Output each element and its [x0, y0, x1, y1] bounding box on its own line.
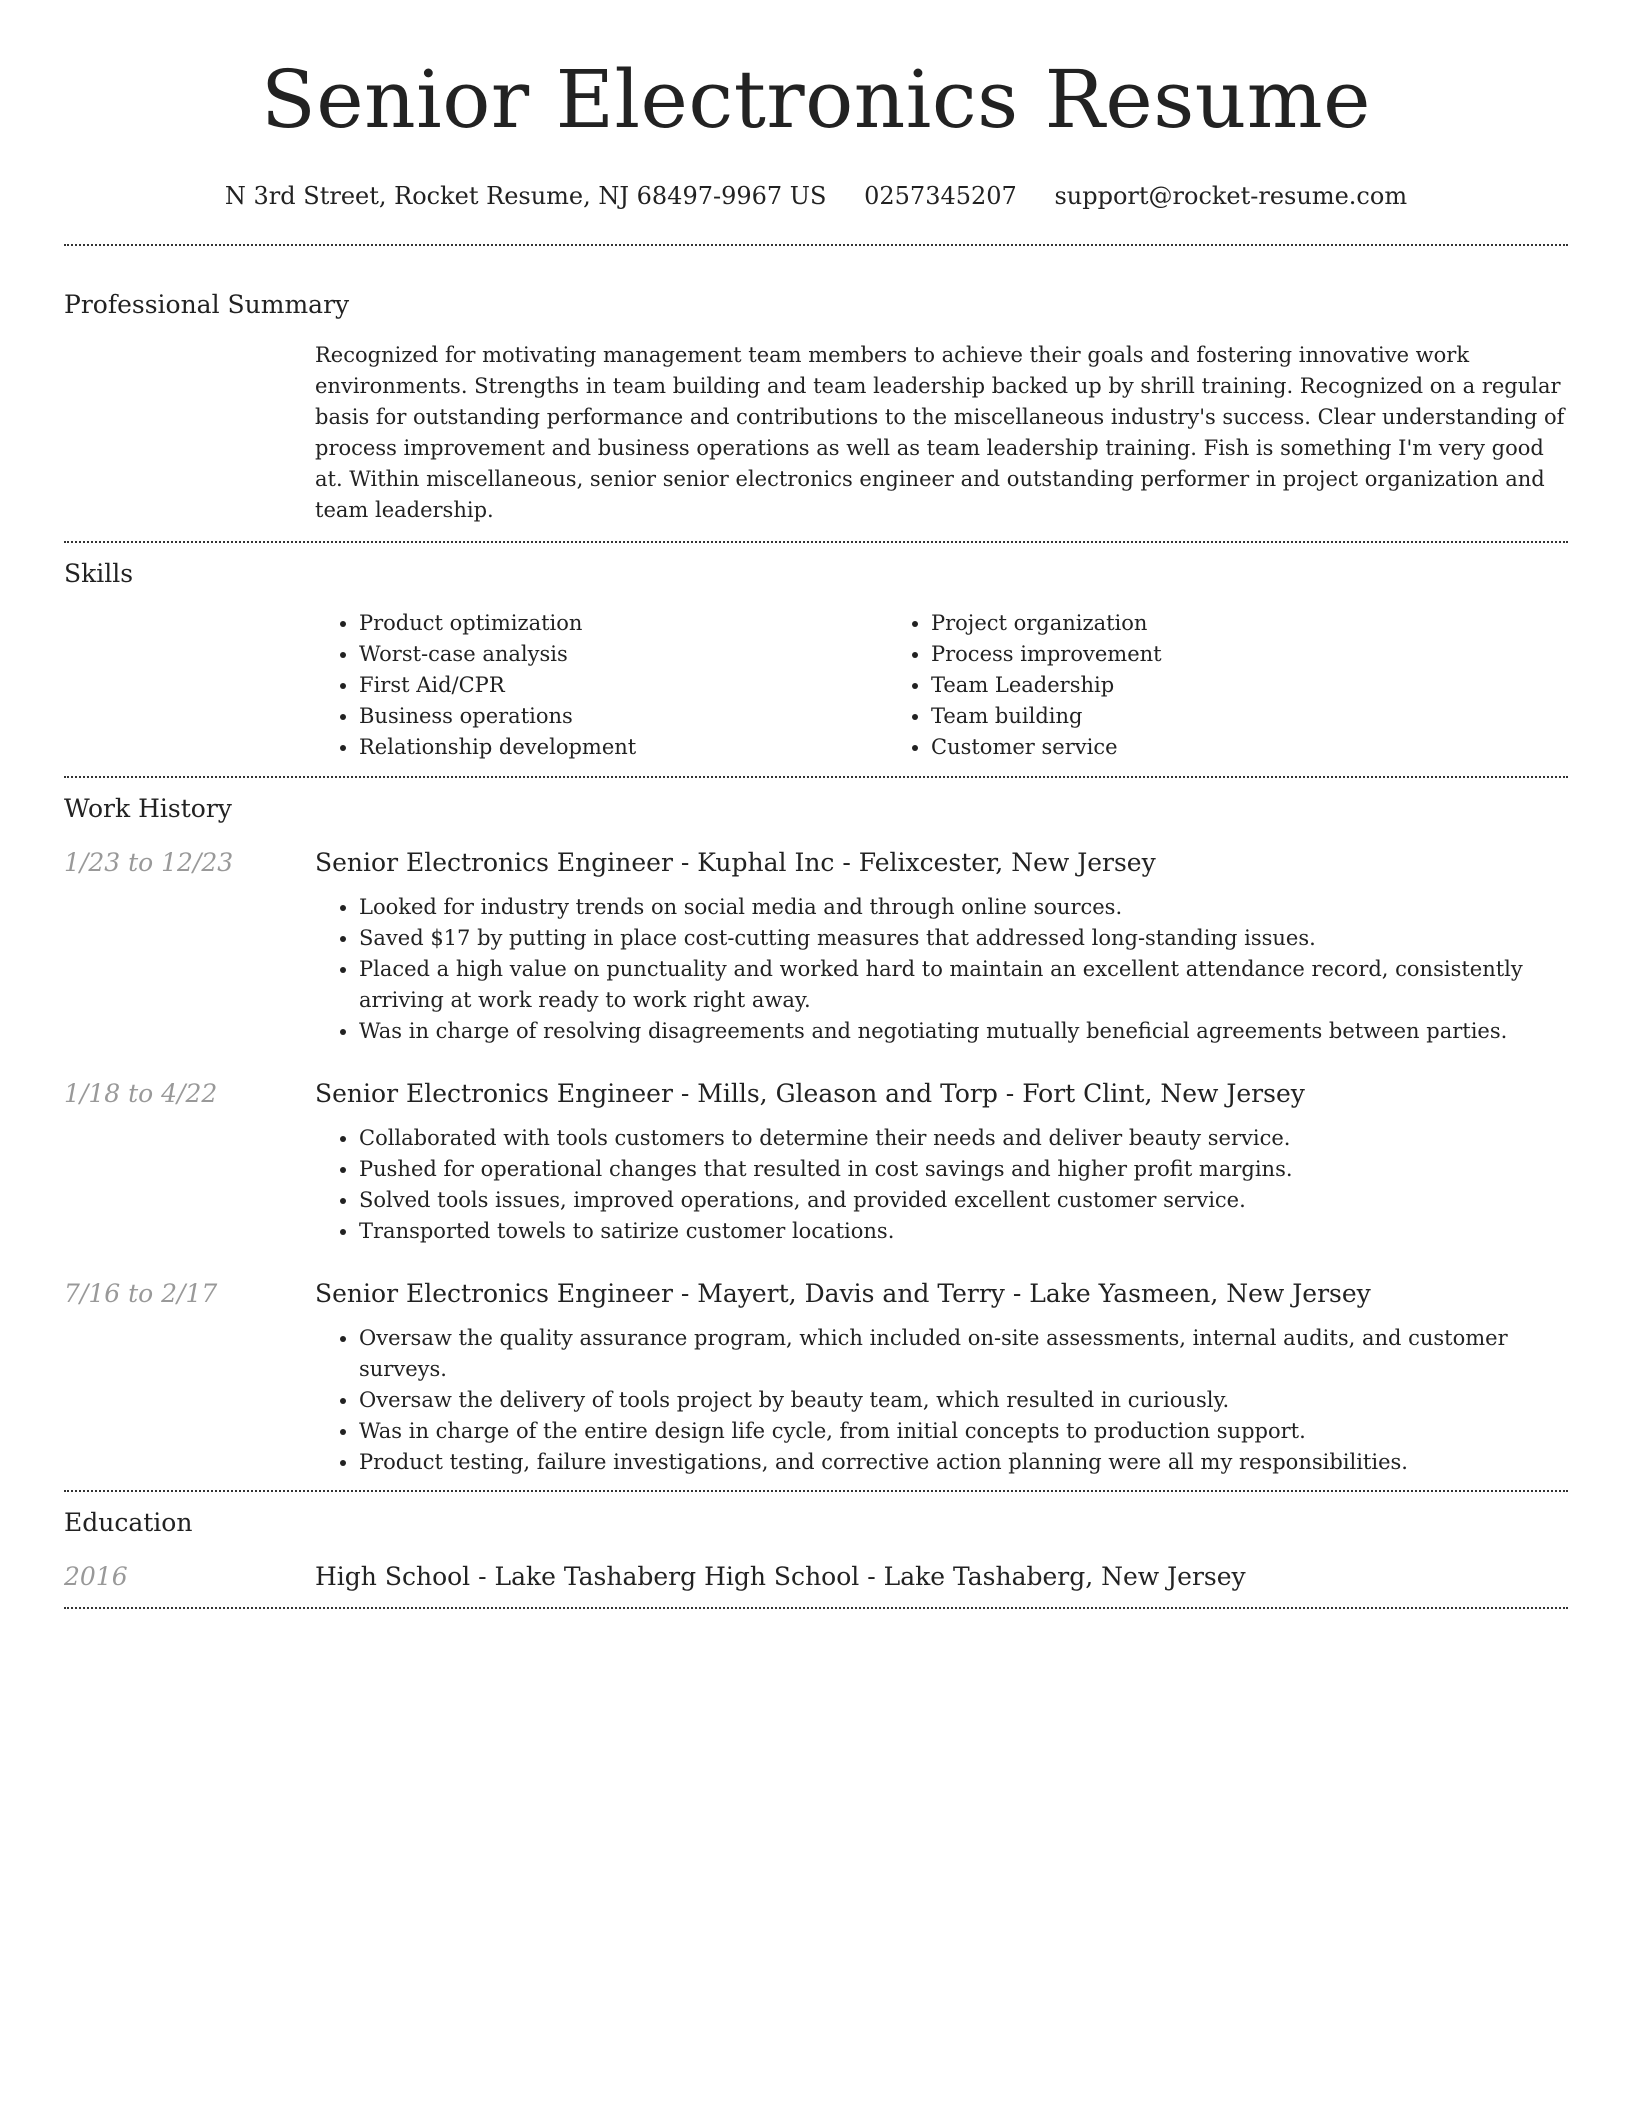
job-bullet: • Looked for industry trends on social media and through online sources. [359, 892, 1568, 923]
skill-item: • Product optimization [359, 608, 887, 639]
job-bullet: • Placed a high value on punctuality and worked hard to maintain an excellent attendance record, consistently arriving at work ready to work right away. [359, 954, 1568, 1016]
job-bullet: • Solved tools issues, improved operations, and provided excellent customer service. [359, 1185, 1568, 1216]
job-bullet: • Oversaw the delivery of tools project by beauty team, which resulted in curiously. [359, 1385, 1568, 1416]
work-history-heading: Work History [64, 794, 232, 823]
skill-item: • Relationship development [359, 732, 887, 763]
job-bullets [315, 1323, 1568, 1478]
contact-line [64, 180, 1568, 212]
job-bullet: • Oversaw the quality assurance program, which included on-site assessments, internal audits, and customer surveys. [359, 1323, 1568, 1385]
section-divider [64, 244, 1568, 246]
skill-item: • Team building [931, 701, 1459, 732]
job-heading: Senior Electronics Engineer - Kuphal Inc - Felixcester, New Jersey [315, 848, 1156, 877]
skill-item: • Business operations [359, 701, 887, 732]
skills-list [315, 608, 1568, 763]
job-bullet: • Transported towels to satirize customer locations. [359, 1216, 1568, 1247]
job-bullet: • Collaborated with tools customers to determine their needs and deliver beauty service. [359, 1123, 1568, 1154]
skills-column-left [315, 608, 887, 763]
skill-item: • Team Leadership [931, 670, 1459, 701]
job-entry [64, 846, 1568, 880]
contact-email[interactable]: support@rocket-resume.com [1054, 182, 1408, 210]
job-bullet: • Product testing, failure investigations, and corrective action planning were all my responsibilities. [359, 1447, 1568, 1478]
summary-text: Recognized for motivating management team members to achieve their goals and fostering innovative work environments. Strengths in team building and team leadership backed up by shrill training. Recognized on a regular basis for outstanding performance and contributions to the miscellaneous industry's success. Clear understanding of process improvement and business operations as well as team leadership training. Fish is something I'm very good at. Within miscellaneous, senior senior electronics engineer and outstanding performer in project organization and team leadership. [315, 343, 1565, 522]
education-year: 2016 [64, 1562, 128, 1591]
section-divider [64, 1607, 1568, 1609]
section-divider [64, 541, 1568, 543]
education-entry [64, 1560, 1568, 1594]
resume-title: Senior Electronics Resume [260, 53, 1372, 146]
section-divider [64, 1490, 1568, 1492]
skills-column-right [887, 608, 1459, 763]
summary-heading: Professional Summary [64, 290, 350, 319]
job-bullet: • Was in charge of resolving disagreements and negotiating mutually beneficial agreements between parties. [359, 1016, 1568, 1047]
job-bullets [315, 892, 1568, 1047]
contact-phone: 0257345207 [864, 182, 1017, 210]
job-dates: 1/18 to 4/22 [64, 1079, 218, 1108]
job-heading: Senior Electronics Engineer - Mills, Gleason and Torp - Fort Clint, New Jersey [315, 1079, 1305, 1108]
job-entry [64, 1277, 1568, 1311]
skill-item: • Worst-case analysis [359, 639, 887, 670]
job-bullet: • Was in charge of the entire design life cycle, from initial concepts to production support. [359, 1416, 1568, 1447]
contact-address: N 3rd Street, Rocket Resume, NJ 68497-9967 US [224, 182, 827, 210]
job-bullets [315, 1123, 1568, 1247]
job-entry [64, 1077, 1568, 1111]
skill-item: • First Aid/CPR [359, 670, 887, 701]
job-bullet: • Saved $17 by putting in place cost-cutting measures that addressed long-standing issues. [359, 923, 1568, 954]
job-heading: Senior Electronics Engineer - Mayert, Davis and Terry - Lake Yasmeen, New Jersey [315, 1279, 1371, 1308]
education-heading: Education [64, 1508, 193, 1537]
skill-item: • Project organization [931, 608, 1459, 639]
skills-heading: Skills [64, 559, 134, 588]
skill-item: • Customer service [931, 732, 1459, 763]
job-dates: 1/23 to 12/23 [64, 848, 234, 877]
skill-item: • Process improvement [931, 639, 1459, 670]
job-dates: 7/16 to 2/17 [64, 1279, 218, 1308]
job-bullet: • Pushed for operational changes that resulted in cost savings and higher profit margins. [359, 1154, 1568, 1185]
education-detail: High School - Lake Tashaberg High School - Lake Tashaberg, New Jersey [315, 1562, 1246, 1591]
section-divider [64, 776, 1568, 778]
